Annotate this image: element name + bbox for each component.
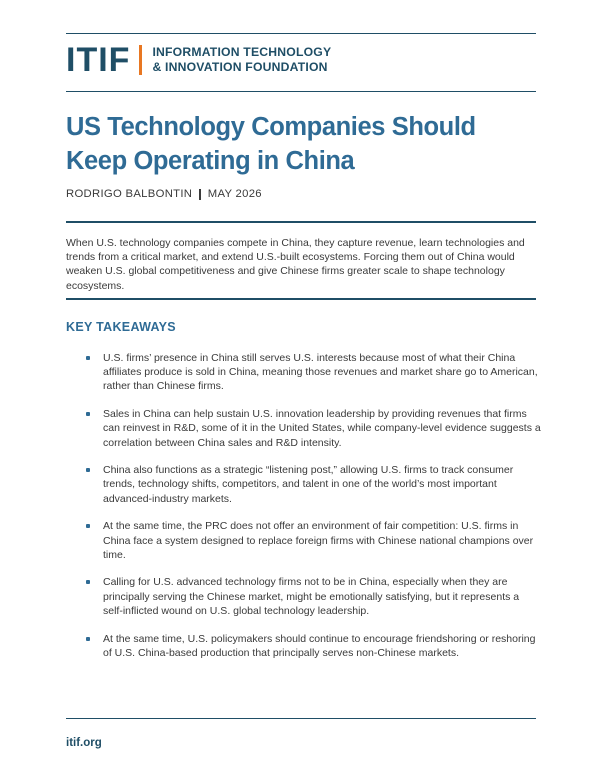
page-title: US Technology Companies Should Keep Operating in China [66,113,476,175]
bullet-icon [86,412,90,416]
bullet-icon [86,637,90,641]
publish-date: MAY 2026 [207,188,262,200]
takeaway-item [86,632,541,660]
takeaway-text: At the same time, the PRC does not offer an environment of fair competition: U.S. firms in China face a system designed to replace foreign firms with Chinese national champions over time. [103,520,534,561]
takeaway-text: At the same time, U.S. policymakers should continue to encourage friendshoring or reshoring of U.S. China-based production that principally serves non-Chinese markets. [103,632,536,659]
takeaway-item [86,407,541,450]
footer-rule [66,718,536,719]
bullet-icon [86,524,90,528]
itif-logo[interactable] [66,43,331,77]
logo-mark: ITIF [66,41,131,79]
byline-separator [199,189,201,200]
logo-wordmark [152,45,331,75]
takeaway-text: U.S. firms’ presence in China still serves U.S. interests because most of what their China affiliates produce is sold in China, meaning those revenues and market share go to American, rather than Chinese firms. [103,352,538,393]
bullet-icon [86,356,90,360]
takeaway-text: Calling for U.S. advanced technology firms not to be in China, especially when they are principally serving the Chinese market, might be emotionally satisfying, but it represents a self-inflicted wound on U.S. global technology leadership. [103,576,520,617]
summary-top-rule [66,221,536,223]
summary-paragraph: When U.S. technology companies compete in China, they capture revenue, learn technologies and trends from a critical market, and extend U.S.-built ecosystems. Forcing them out of China would weaken U.S. global competitiveness and give Chinese firms greater scale to shape technology ecosystems. [66,237,525,292]
bullet-icon [86,580,90,584]
logo-line-1: INFORMATION TECHNOLOGY [152,45,332,59]
top-rule [66,33,536,34]
logo-divider [139,45,142,75]
footer-website-link[interactable]: itif.org [66,737,102,749]
takeaway-item [86,519,541,562]
key-takeaways-list [86,351,541,673]
header-rule [66,91,536,92]
key-takeaways-heading: KEY TAKEAWAYS [66,320,176,334]
takeaway-item [86,351,541,394]
logo-line-2: & INNOVATION FOUNDATION [152,60,328,74]
summary-bottom-rule [66,298,536,300]
takeaway-text: China also functions as a strategic “listening post,” allowing U.S. firms to track consumer trends, technology shifts, competitors, and talent in one of the world’s most important advanced-industry markets. [103,464,514,505]
bullet-icon [86,468,90,472]
takeaway-text: Sales in China can help sustain U.S. innovation leadership by providing revenues that firms can reinvest in R&D, some of it in the United States, while company-level evidence suggests a correlation between China sales and R&D intensity. [103,408,541,449]
takeaway-item [86,575,541,618]
takeaway-item [86,463,541,506]
byline [66,188,262,200]
author: RODRIGO BALBONTIN [66,188,193,200]
